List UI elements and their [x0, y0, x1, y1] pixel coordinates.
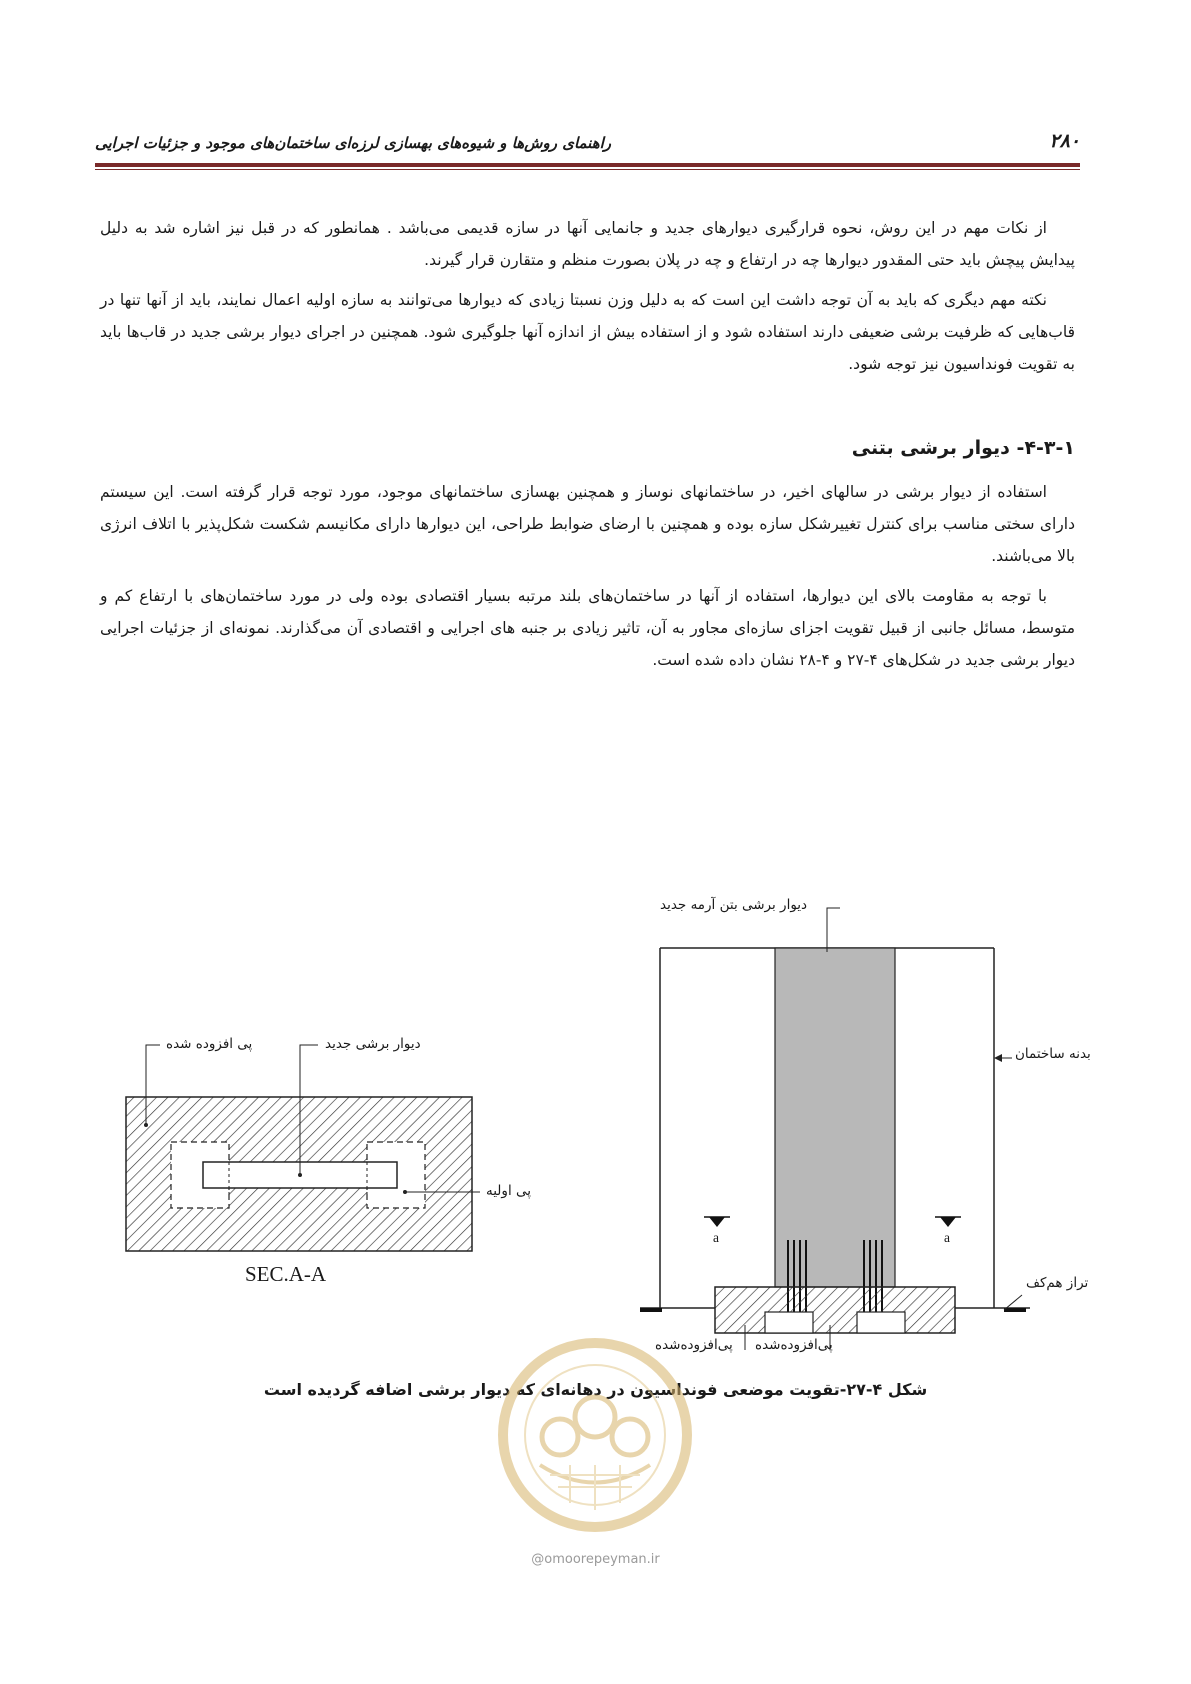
label-new-shear-wall: دیوار برشی جدید: [325, 1036, 421, 1052]
section-heading: ۴-۳-۱- دیوار برشی بتنی: [851, 437, 1075, 459]
figure-foundation-detail: [0, 880, 1191, 1353]
watermark-seal: [490, 1325, 700, 1540]
section-marker-right: a: [944, 1230, 950, 1245]
label-floor-level: تراز هم‌کف: [1026, 1275, 1089, 1291]
paragraph: نکته مهم دیگری که باید به آن توجه داشت این است که به دلیل وزن نسبتا زیادی که دیوارها می‌توانند به سازه اولیه اعمال نمایند، باید از آنها تنها در قاب‌هایی که ظرفیت برشی ضعیفی دارند استفاده شود و از استفاده بیش از اندازه آنها جلوگیری شود. همچنین در اجرای دیوار برشی جدید در قاب‌ها باید به تقویت فونداسیون نیز توجه شود.: [100, 291, 1075, 373]
label-added-footing-2: پی‌افزوده‌شده: [755, 1337, 833, 1353]
running-title: راهنمای روش‌ها و شیوه‌های بهسازی لرزه‌ای ساختمان‌های موجود و جزئیات اجرایی: [95, 134, 612, 152]
watermark-url: @omoorepeyman.ir: [531, 1552, 660, 1567]
original-footing-left-section: [765, 1312, 813, 1333]
paragraph: با توجه به مقاومت بالای این دیوارها، استفاده از آنها در ساختمان‌های بلند مرتبه بسیار اقتصادی بوده ولی در مورد ساختمان‌های با ارتفاع کم و متوسط، مسائل جانبی از قبیل تقویت اجزای سازه‌ای مجاور به آن، تاثیر زیادی بر جنبه های اجرایی و اقتصادی آن می‌گذارند. نمونه‌ای از جزئیات اجرایی دیوار برشی جدید در شکل‌های ۴-۲۷ و ۴-۲۸ نشان داده شده است.: [100, 587, 1075, 669]
page-number: ۲۸۰: [1049, 130, 1080, 152]
section-title: SEC.A-A: [245, 1262, 327, 1286]
label-new-rc-wall: دیوار برشی بتن آرمه جدید: [660, 897, 808, 913]
section-a-a-view: [126, 1045, 480, 1251]
figure-drawing: [0, 880, 1191, 1350]
header-rule-thin: [95, 169, 1080, 170]
label-building-body: بدنه ساختمان: [1015, 1046, 1091, 1062]
added-footing-section: [715, 1287, 955, 1333]
body-text: [100, 212, 1075, 684]
new-rc-shear-wall: [775, 948, 895, 1287]
elevation-view: [640, 908, 1030, 1350]
page-header: [95, 126, 1080, 162]
figure-caption: شکل ۴-۲۷-تقویت موضعی فونداسیون در دهانه‌ای که دیوار برشی اضافه گردیده است: [263, 1380, 928, 1399]
original-footing-right-section: [857, 1312, 905, 1333]
label-original-footing: پی اولیه: [486, 1183, 531, 1199]
paragraph: از نکات مهم در این روش، نحوه قرارگیری دیوارهای جدید و جانمایی آنها در سازه قدیمی می‌باشد . همانطور که در قبل نیز اشاره شد به دلیل پیدایش پیچش باید حتی المقدور دیوارها چه در ارتفاع و چه در پلان بصورت منظم و متقارن قرار گیرند.: [100, 219, 1075, 269]
paragraph: استفاده از دیوار برشی در سالهای اخیر، در ساختمانهای نوساز و همچنین بهسازی ساختمانهای موجود، مورد توجه قرار گرفته است. این سیستم دارای سختی مناسب برای کنترل تغییرشکل سازه بوده و همچنین با ارضای ضوابط طراحی، این دیوارها دارای مکانیسم شکست شکل‌پذیر با اتلاف انرژی بالا می‌باشند.: [100, 483, 1075, 565]
header-rule-thick: [95, 163, 1080, 167]
label-added-footing-1: پی‌افزوده‌شده: [655, 1337, 733, 1353]
label-added-footing: پی افزوده شده: [166, 1036, 253, 1052]
section-marker-left: a: [713, 1230, 719, 1245]
